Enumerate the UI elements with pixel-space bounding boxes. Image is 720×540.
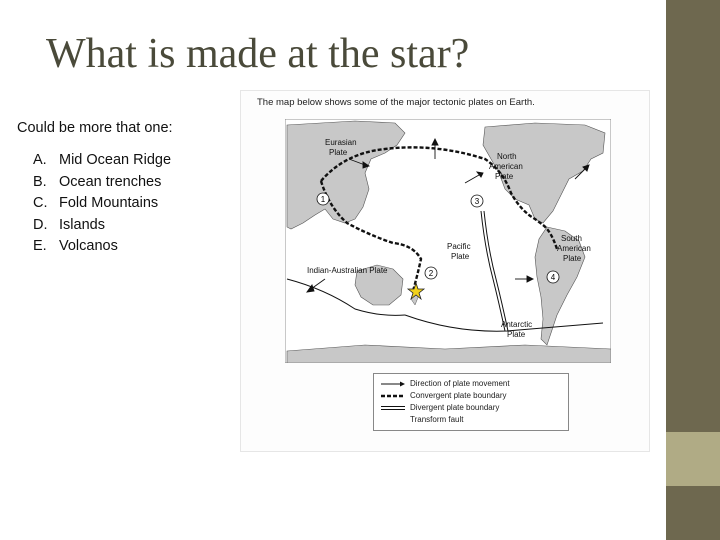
plate-label-north-american-2: American: [489, 162, 523, 171]
legend-transform: Transform fault: [410, 415, 464, 424]
option-text: Volcanos: [59, 238, 118, 255]
marker-label: 2: [428, 269, 434, 278]
option-letter: A.: [33, 152, 47, 168]
option-letter: D.: [33, 216, 48, 233]
legend-movement: Direction of plate movement: [410, 379, 510, 388]
plate-label-south-american-2: American: [557, 244, 591, 253]
tectonic-plate-figure: [240, 90, 650, 452]
figure-caption: The map below shows some of the major tectonic plates on Earth.: [257, 97, 535, 108]
option-a: [33, 150, 171, 172]
plate-label-south-american-1: South: [561, 234, 582, 243]
answer-options: [33, 150, 171, 258]
question-subtitle: Could be more that one:: [17, 120, 173, 136]
plate-label-antarctic-2: Plate: [507, 330, 526, 339]
option-text: Islands: [59, 216, 105, 233]
plate-label-north-american-3: Plate: [495, 172, 514, 181]
convergent-legend-icon: [380, 392, 406, 400]
marker-label: 3: [474, 197, 480, 206]
plate-label-south-american-3: Plate: [563, 254, 582, 263]
option-text: Fold Mountains: [59, 195, 159, 212]
option-letter: E.: [33, 238, 47, 255]
plate-label-pacific-1: Pacific: [447, 242, 471, 251]
marker-1: [317, 193, 329, 205]
option-e: [33, 236, 171, 258]
option-text: Mid Ocean Ridge: [59, 152, 172, 168]
option-text: Ocean trenches: [59, 173, 162, 190]
accent-divider: [662, 0, 664, 540]
divergent-legend-icon: [380, 404, 406, 412]
plate-label-antarctic-1: Antarctic: [501, 320, 533, 329]
accent-block: [666, 432, 720, 486]
option-letter: C.: [33, 195, 48, 212]
marker-3: [471, 195, 483, 207]
plate-label-eurasian-1: Eurasian: [325, 138, 357, 147]
option-d: [33, 215, 171, 237]
option-b: [33, 172, 171, 194]
legend-divergent: Divergent plate boundary: [410, 403, 500, 412]
map-legend: [373, 373, 569, 431]
plate-label-pacific-2: Plate: [451, 252, 470, 261]
option-c: [33, 193, 171, 215]
option-letter: B.: [33, 173, 47, 190]
tectonic-plate-map: [285, 119, 611, 363]
marker-2: [425, 267, 437, 279]
marker-4: [547, 271, 559, 283]
plate-label-north-american-1: North: [497, 152, 517, 161]
plate-label-indian-australian: Indian-Australian Plate: [307, 266, 388, 275]
slide-title: What is made at the star?: [46, 31, 470, 77]
arrow-legend-icon: [380, 380, 406, 388]
legend-convergent: Convergent plate boundary: [410, 391, 507, 400]
marker-label: 1: [320, 195, 326, 204]
plate-label-eurasian-2: Plate: [329, 148, 348, 157]
marker-label: 4: [550, 273, 556, 282]
